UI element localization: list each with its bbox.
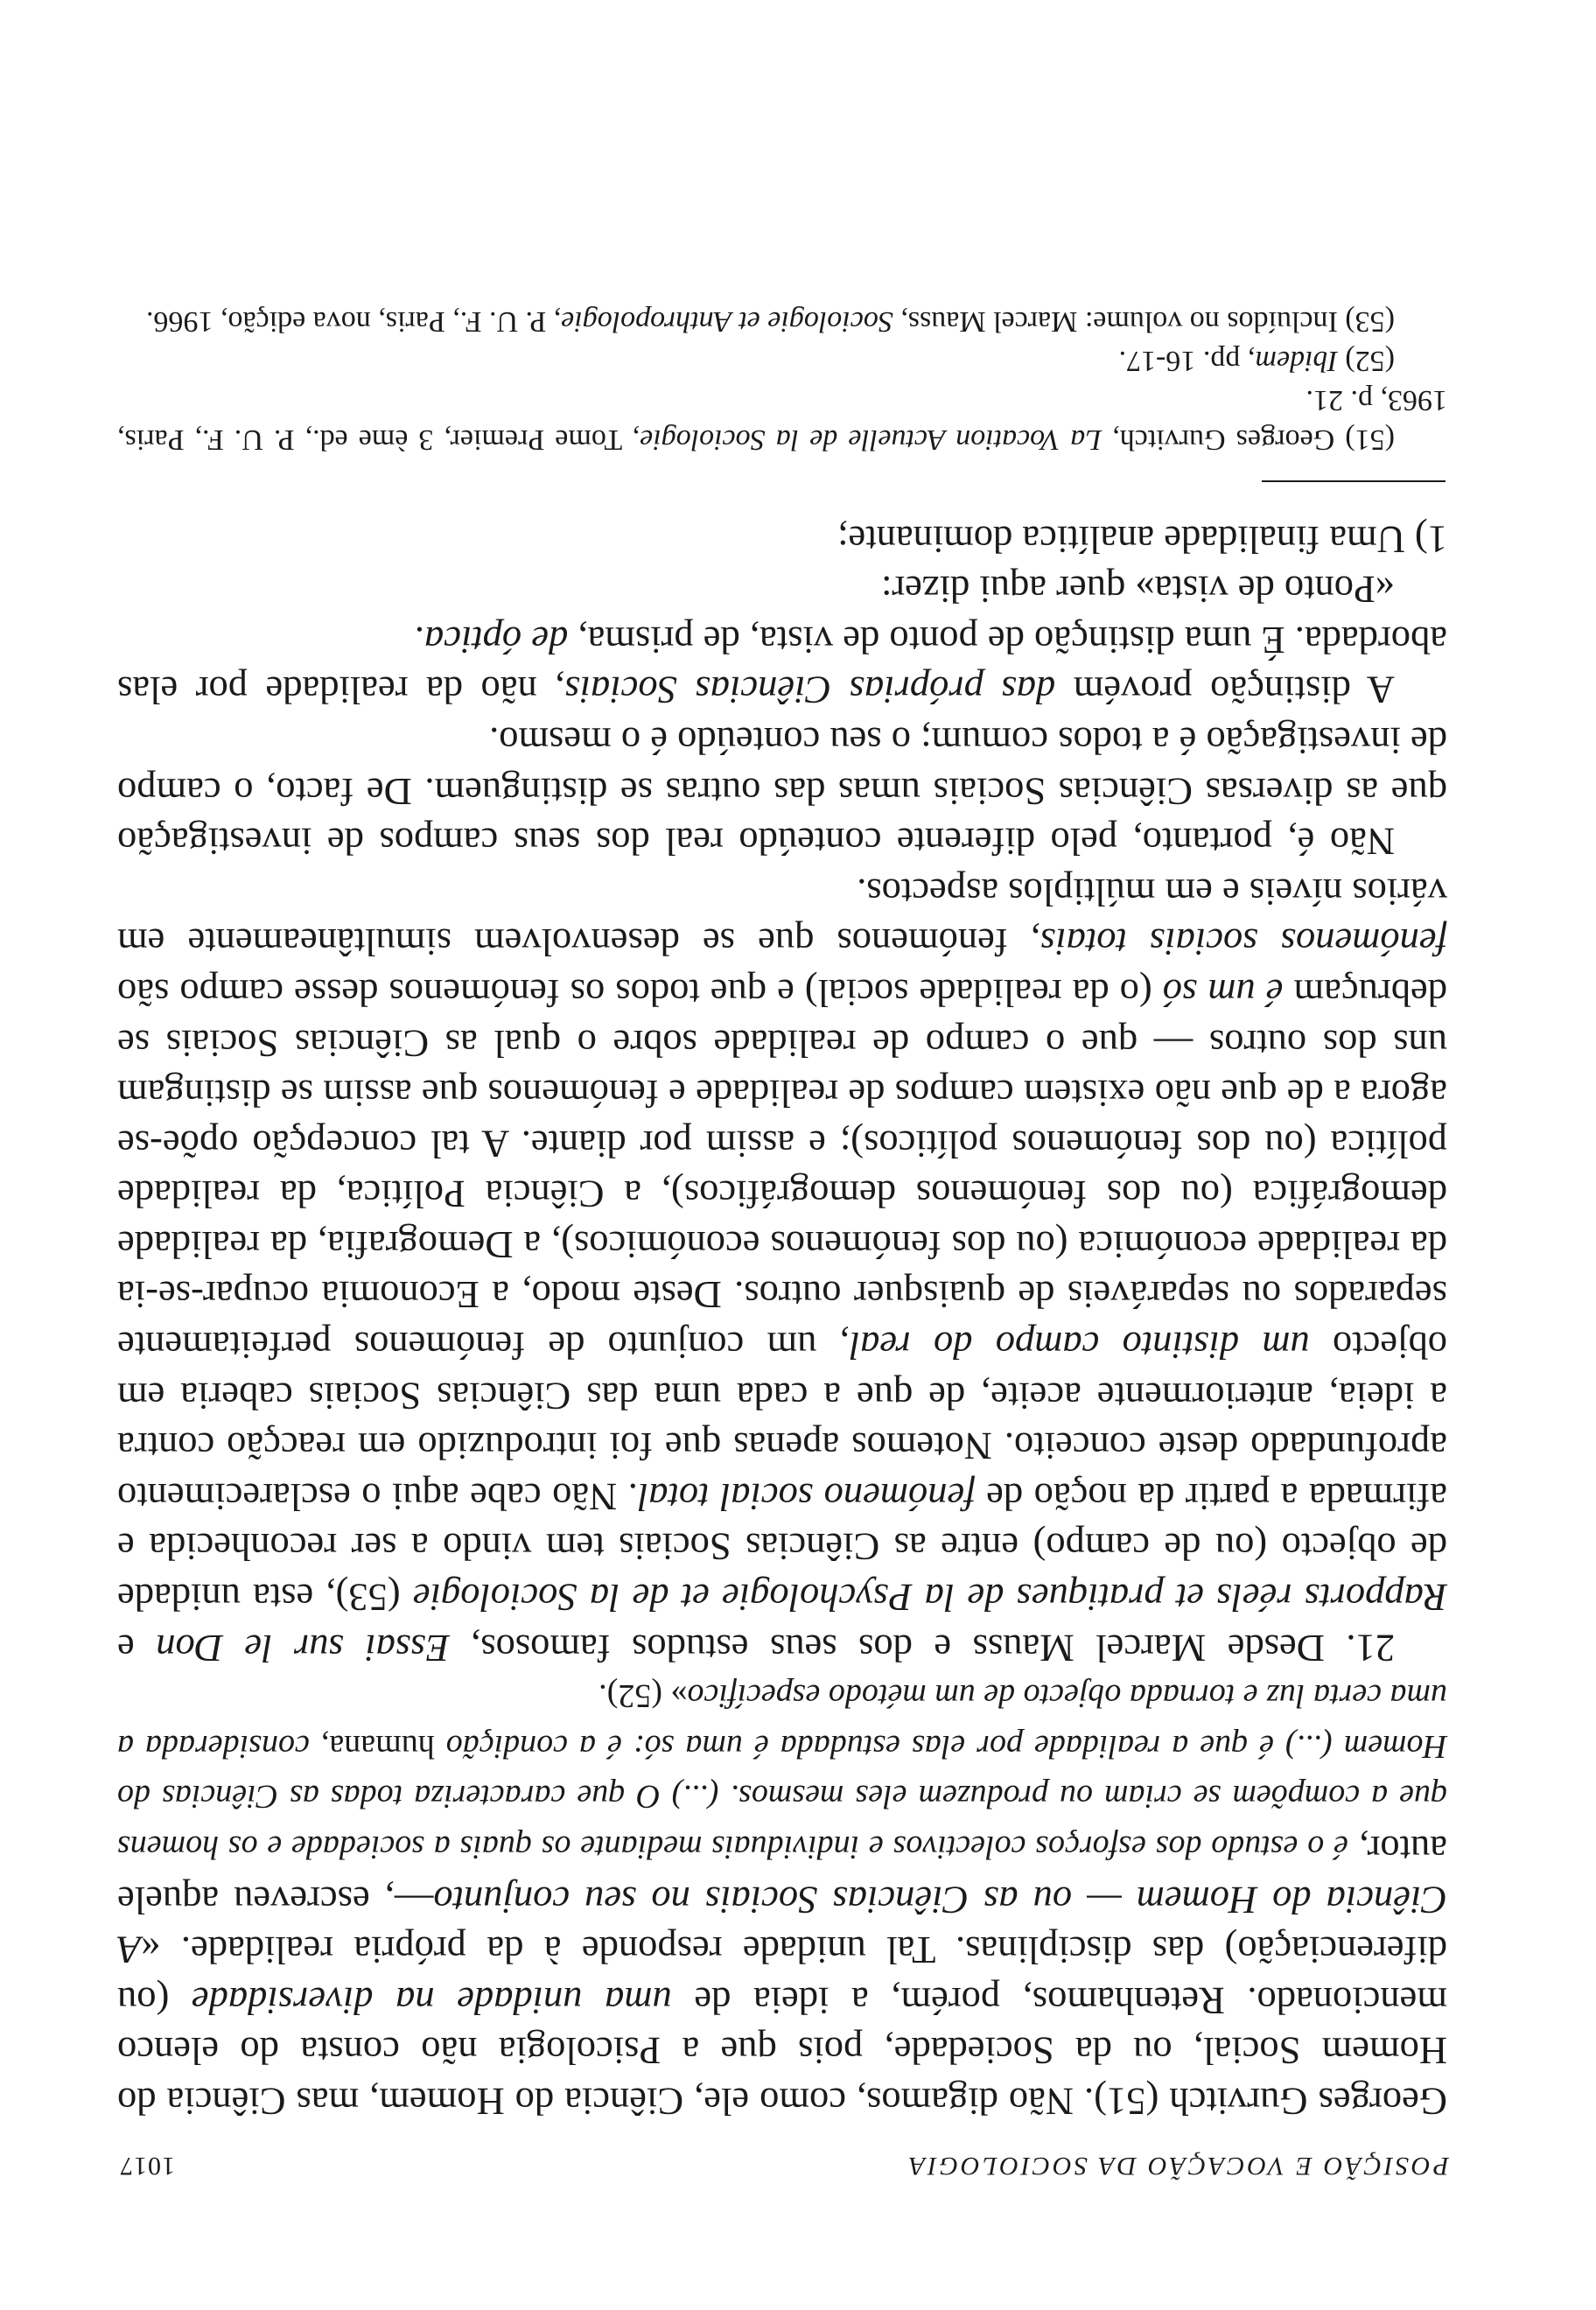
footnote-divider <box>1262 480 1446 482</box>
footnote-53: (53) Incluídos no volume: Marcel Mauss, Sociologie et Anthropologie, P. U. F., Paris, nova edição, 1966. <box>145 305 1395 338</box>
page-header <box>119 2151 1449 2180</box>
block-quote: é o estudo dos esforços colectivos e individuais mediante os quais a sociedade e os homens que a compõem se criam ou produzem eles mesmos. (...) O que caracteriza todas as Ciências do Homem (...) é que a realidade por elas estudada é uma só: é a condição humana, considerada a uma certa luz e tornada objecto de um método específico» (52). <box>117 1677 1447 1866</box>
paragraph-21: 21. Desde Marcel Mauss e dos seus estudos famosos, Essai sur le Don e Rapports réels et pratiques de la Psychologie et de la Sociologie (53), esta unidade de objecto (ou de campo) entre as Ciências Sociais tem vindo a ser reconhecida e afirmada a partir da noção de fenómeno social total. Não cabe aqui o esclarecimento aprofundado deste conceito. Notemos apenas que foi introduzido em reacção contra a ideia, anteriormente aceite, de que a cada uma das Ciências Sociais caberia em objecto um distinto campo do real, um conjunto de fenómenos perfeitamente separados ou separáveis de quaisquer outros. Deste modo, a Economia ocupar-se-ia da realidade económica (ou dos fenómenos económicos), a Demografia, da realidade demográfica (ou dos fenómenos demográficos), a Ciência Política, da realidade política (ou dos fenómenos políticos); e assim por diante. A tal concepção opõe-se agora a de que não existem campos de realidade e fenómenos que assim se distingam uns dos outros — que o campo de realidade sobre o qual as Ciências Sociais se debruçam é um só (o da realidade social) e que todos os fenómenos desse campo são fenómenos sociais totais, fenómenos que se desenvolvem simultâneamente em vários níveis e em múltiplos aspectos. <box>116 870 1447 1670</box>
paragraph-gurvitch: Georges Gurvitch (51). Não digamos, como ele, Ciência do Homem, mas Ciência do Homem Social, ou da Sociedade, pois que a Psicologia não consta do elenco mencionado. Retenhamos, porém, a ideia de uma unidade na diversidade (ou diferenciação) das disciplinas. Tal unidade responde à da própria realidade. «A Ciência do Homem — ou as Ciências Sociais no seu conjunto—, escreveu aquele autor, é o estudo dos esforços colectivos e individuais mediante os quais a sociedade e os homens que a compõem se criam ou produzem eles mesmos. (...) O que caracteriza todas as Ciências do Homem (...) é que a realidade por elas estudada é uma só: é a condição humana, considerada a uma certa luz e tornada objecto de um método específico» (52). <box>117 1677 1447 2124</box>
list-item-1: 1) Uma finalidade analítica dominante; <box>837 517 1447 562</box>
paragraph-ponto-de-vista: «Ponto de vista» quer aqui dizer: <box>880 568 1395 612</box>
paragraph-distincao: A distinção provém das próprias Ciências Sociais, não da realidade por elas abordada. É uma distinção de ponto de vista, de prisma, de óptica. <box>117 618 1447 713</box>
running-title: POSIÇÃO E VOCAÇÃO DA SOCIOLOGIA <box>906 2152 1449 2180</box>
footnote-ref-53: 53 <box>348 1576 388 1620</box>
footnote-ref-51: 51 <box>1107 2080 1146 2124</box>
page-body <box>117 302 1447 2126</box>
paragraph-nao-e: Não é, portanto, pelo diferente conteúdo real dos seus campos de investigação que as diversas Ciências Sociais umas das outras se distinguem. De facto, o campo de investigação é a todos comum; o seu conteúdo é o mesmo. <box>117 718 1447 864</box>
footnotes <box>117 302 1447 459</box>
footnote-ref-52: 52 <box>618 1677 652 1715</box>
paragraph-number: 21. <box>1346 1626 1395 1670</box>
footnote-52: (52) Ibidem, pp. 16-17. <box>1118 345 1395 377</box>
page-number: 1017 <box>119 2152 175 2180</box>
footnote-51: (51) Georges Gurvitch, La Vocation Actuelle de la Sociologie, Tome Premier, 3 ème ed., P. U. F., Paris, 1963, p. 21. <box>117 384 1447 456</box>
